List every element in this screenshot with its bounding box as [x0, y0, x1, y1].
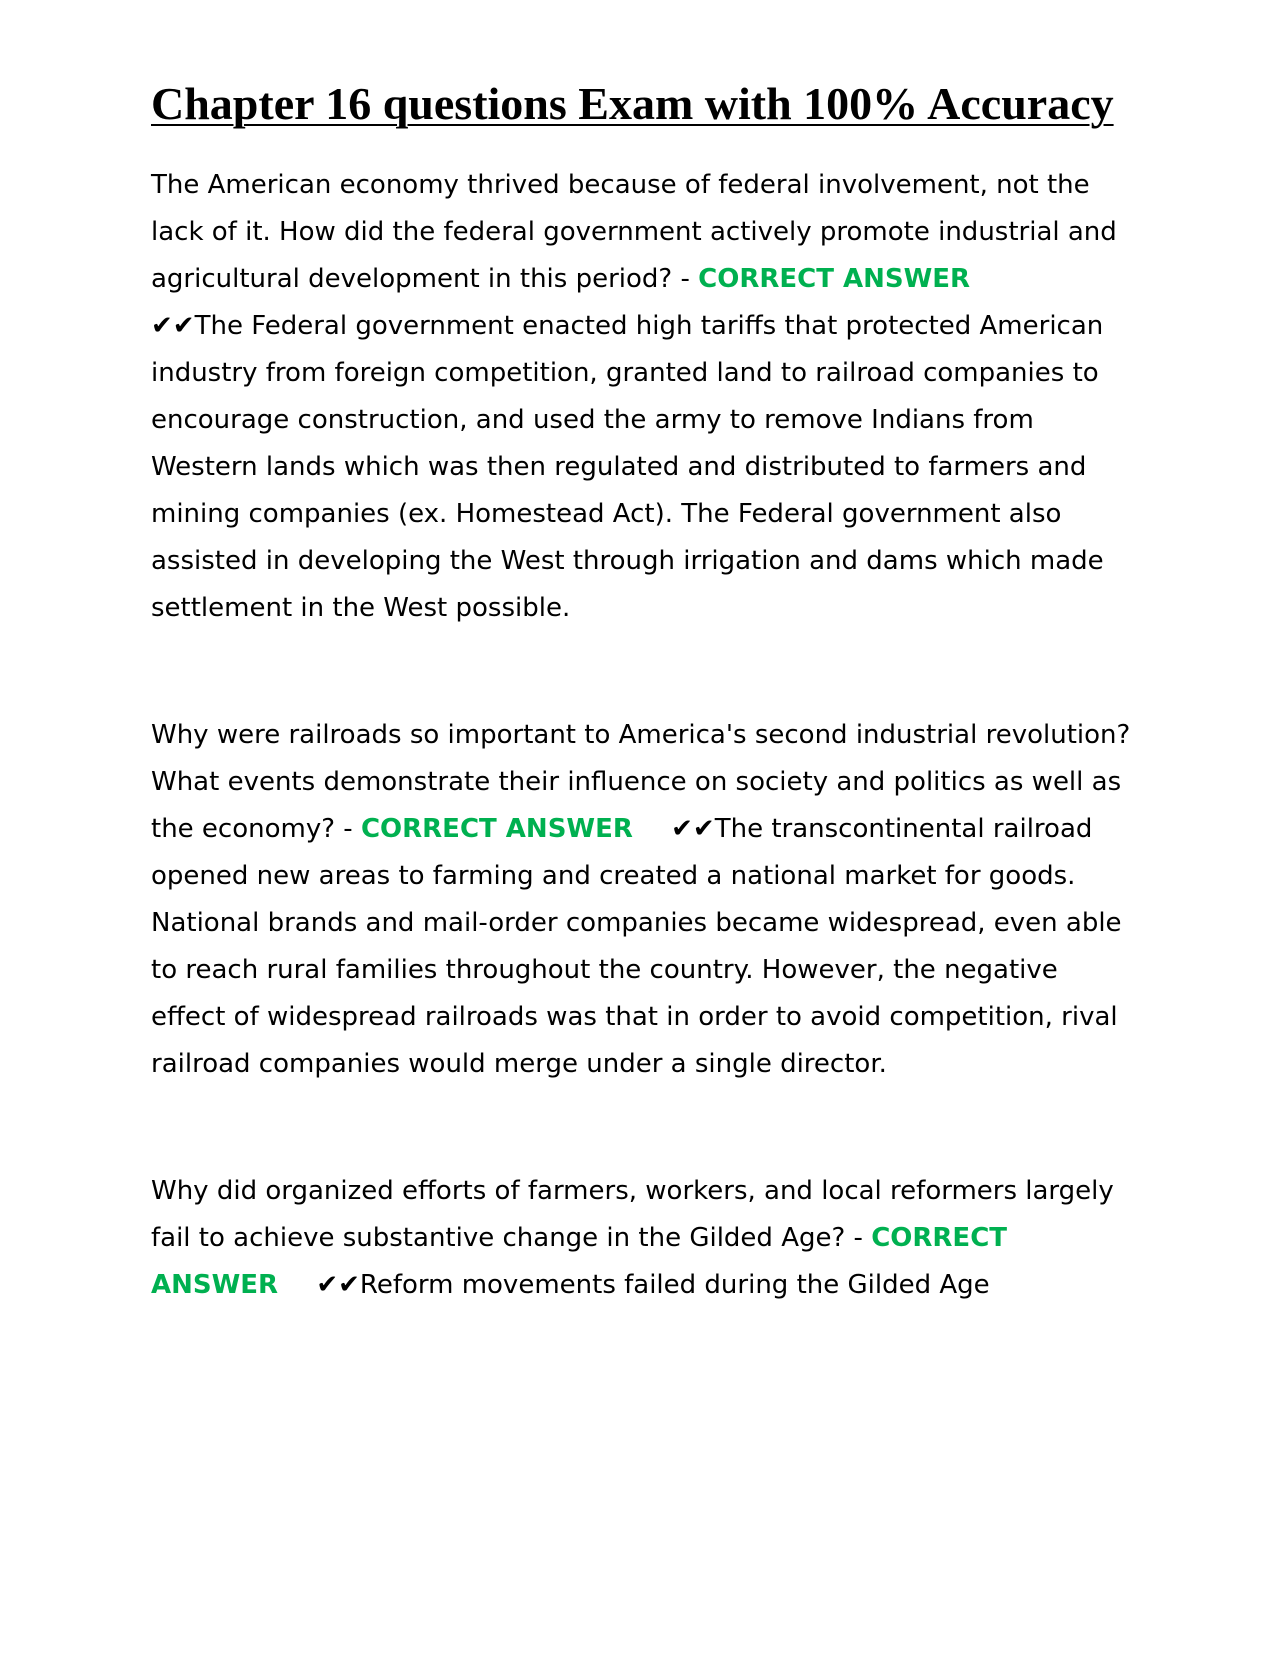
correct-answer-label: CORRECT ANSWER	[151, 1223, 1008, 1300]
answer-text: The transcontinental railroad opened new areas to farming and created a national market for goods. National brands and mail-order companies became widespread, even able to reach rural families throughout the country. However, the negative effect of widespread railroads was that in order to avoid competition, rival railroad companies would merge under a single director.	[151, 814, 1122, 1079]
separator: -	[853, 1223, 863, 1253]
correct-answer-label: CORRECT ANSWER	[698, 264, 971, 294]
separator: -	[343, 814, 353, 844]
answer-text: The Federal government enacted high tariffs that protected American industry from foreign competition, granted land to railroad companies to encourage construction, and used the army to remove Indians from Western lands which was then regulated and distributed to farmers and mining companies (ex. Homestead Act). The Federal government also assisted in developing the West through irrigation and dams which made settlement in the West possible.	[151, 311, 1104, 623]
qa-item-1	[151, 162, 1136, 632]
double-checkmark-icon: ✔✔	[316, 1270, 360, 1300]
question-text: The American economy thrived because of federal involvement, not the lack of it. How did the federal government actively promote industrial and agricultural development in this period?	[151, 170, 1117, 294]
qa-item-2	[151, 712, 1136, 1088]
qa-item-3	[151, 1168, 1136, 1309]
answer-text: Reform movements failed during the Gilded Age	[359, 1270, 990, 1300]
question-text: Why did organized efforts of farmers, workers, and local reformers largely fail to achieve substantive change in the Gilded Age?	[151, 1176, 1114, 1253]
separator: -	[680, 264, 690, 294]
double-checkmark-icon: ✔✔	[151, 311, 195, 341]
document-title: Chapter 16 questions Exam with 100% Accuracy	[151, 78, 1114, 129]
question-text: Why were railroads so important to America's second industrial revolution? What events demonstrate their influence on society and politics as well as the economy?	[151, 720, 1131, 844]
document-page	[151, 75, 1136, 1309]
correct-answer-label: CORRECT ANSWER	[360, 814, 633, 844]
double-checkmark-icon: ✔✔	[671, 814, 715, 844]
